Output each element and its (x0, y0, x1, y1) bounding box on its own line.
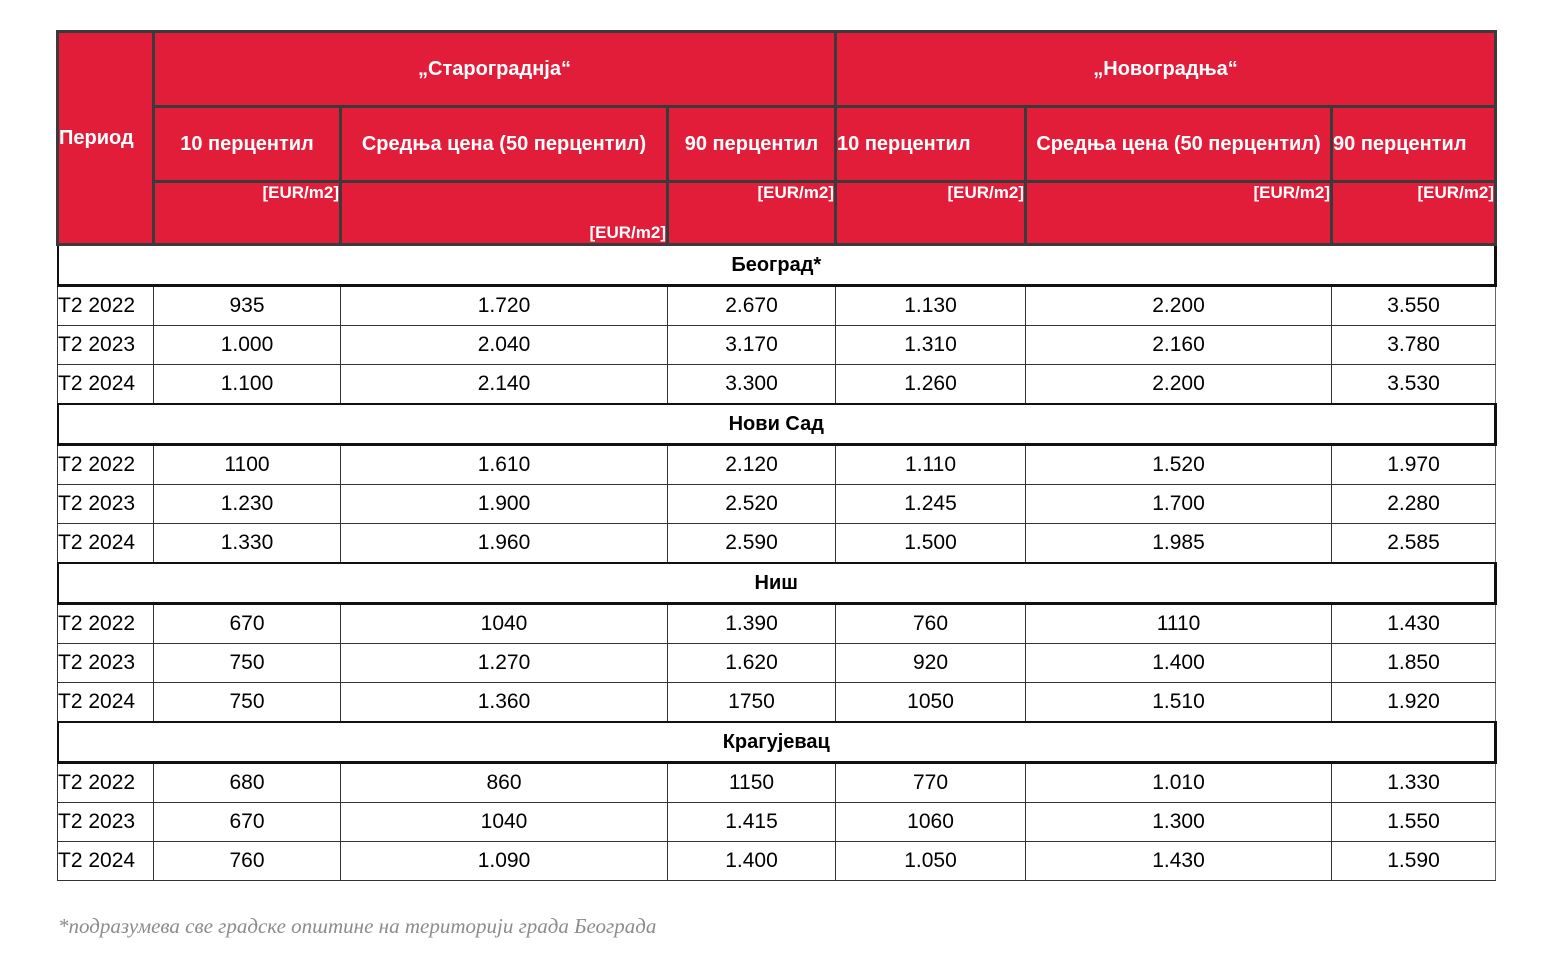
unit-label: [EUR/m2] (836, 182, 1026, 245)
price-cell: 670 (154, 803, 341, 842)
price-cell: 1.985 (1026, 524, 1332, 564)
table-row (58, 644, 1496, 683)
price-cell: 1750 (668, 683, 836, 723)
price-cell: 2.520 (668, 485, 836, 524)
period-cell: Т2 2022 (58, 604, 154, 644)
price-cell: 1.090 (341, 842, 668, 881)
price-cell: 2.280 (1332, 485, 1496, 524)
price-cell: 1.400 (668, 842, 836, 881)
price-cell: 1050 (836, 683, 1026, 723)
price-cell: 1.550 (1332, 803, 1496, 842)
price-cell: 1.310 (836, 326, 1026, 365)
unit-label: [EUR/m2] (668, 182, 836, 245)
period-cell: Т2 2022 (58, 763, 154, 803)
period-cell: Т2 2024 (58, 365, 154, 405)
price-cell: 1.610 (341, 445, 668, 485)
price-cell: 1.500 (836, 524, 1026, 564)
price-cell: 2.140 (341, 365, 668, 405)
column-header: 10 перцентил (836, 107, 1026, 182)
price-cell: 1.700 (1026, 485, 1332, 524)
price-cell: 1.430 (1026, 842, 1332, 881)
price-cell: 860 (341, 763, 668, 803)
period-header: Период (58, 32, 154, 245)
period-cell: Т2 2022 (58, 445, 154, 485)
table-row (58, 604, 1496, 644)
group-header-new-construction: „Новоградња“ (836, 32, 1496, 107)
period-cell: Т2 2024 (58, 842, 154, 881)
price-cell: 1.970 (1332, 445, 1496, 485)
table-row (58, 842, 1496, 881)
price-cell: 1.100 (154, 365, 341, 405)
price-cell: 935 (154, 286, 341, 326)
price-cell: 750 (154, 644, 341, 683)
city-name: Крагујевац (58, 722, 1496, 763)
city-row (58, 404, 1496, 445)
price-cell: 1.850 (1332, 644, 1496, 683)
city-name: Ниш (58, 563, 1496, 604)
price-cell: 1060 (836, 803, 1026, 842)
price-cell: 1100 (154, 445, 341, 485)
price-cell: 1.000 (154, 326, 341, 365)
price-cell: 1.230 (154, 485, 341, 524)
table-row (58, 524, 1496, 564)
column-header: Средња цена (50 перцентил) (341, 107, 668, 182)
price-cell: 2.585 (1332, 524, 1496, 564)
price-cell: 1.300 (1026, 803, 1332, 842)
unit-label: [EUR/m2] (154, 182, 341, 245)
price-cell: 3.300 (668, 365, 836, 405)
price-cell: 1.330 (1332, 763, 1496, 803)
table-row (58, 683, 1496, 723)
price-cell: 1.390 (668, 604, 836, 644)
column-header: 90 перцентил (668, 107, 836, 182)
price-cell: 1.920 (1332, 683, 1496, 723)
price-cell: 1.270 (341, 644, 668, 683)
price-cell: 760 (154, 842, 341, 881)
price-cell: 3.530 (1332, 365, 1496, 405)
city-name: Нови Сад (58, 404, 1496, 445)
price-cell: 1150 (668, 763, 836, 803)
price-cell: 2.160 (1026, 326, 1332, 365)
price-cell: 680 (154, 763, 341, 803)
price-cell: 3.550 (1332, 286, 1496, 326)
table-row (58, 485, 1496, 524)
table-row (58, 286, 1496, 326)
price-table (56, 30, 1497, 881)
unit-label: [EUR/m2] (341, 182, 668, 245)
price-cell: 1110 (1026, 604, 1332, 644)
price-cell: 2.120 (668, 445, 836, 485)
price-cell: 2.040 (341, 326, 668, 365)
price-cell: 1040 (341, 803, 668, 842)
price-cell: 1.960 (341, 524, 668, 564)
price-cell: 1040 (341, 604, 668, 644)
column-header: Средња цена (50 перцентил) (1026, 107, 1332, 182)
price-cell: 760 (836, 604, 1026, 644)
group-header-old-construction: „Старограднја“ (154, 32, 836, 107)
period-cell: Т2 2024 (58, 683, 154, 723)
price-cell: 2.590 (668, 524, 836, 564)
price-cell: 1.430 (1332, 604, 1496, 644)
table-row (58, 763, 1496, 803)
price-cell: 1.590 (1332, 842, 1496, 881)
price-cell: 770 (836, 763, 1026, 803)
city-row (58, 722, 1496, 763)
period-cell: Т2 2023 (58, 644, 154, 683)
price-cell: 920 (836, 644, 1026, 683)
table-row (58, 803, 1496, 842)
price-cell: 3.780 (1332, 326, 1496, 365)
table-header (58, 32, 1496, 245)
price-cell: 1.330 (154, 524, 341, 564)
price-cell: 2.200 (1026, 286, 1332, 326)
price-cell: 1.900 (341, 485, 668, 524)
price-cell: 750 (154, 683, 341, 723)
price-cell: 1.620 (668, 644, 836, 683)
price-cell: 1.415 (668, 803, 836, 842)
price-cell: 670 (154, 604, 341, 644)
table-row (58, 445, 1496, 485)
price-cell: 1.510 (1026, 683, 1332, 723)
city-name: Београд* (58, 245, 1496, 286)
column-header: 90 перцентил (1332, 107, 1496, 182)
period-cell: Т2 2024 (58, 524, 154, 564)
period-cell: Т2 2023 (58, 326, 154, 365)
footnote: *подразумева све градске општине на територији града Београда (58, 914, 657, 938)
price-cell: 1.050 (836, 842, 1026, 881)
price-cell: 1.720 (341, 286, 668, 326)
price-cell: 1.400 (1026, 644, 1332, 683)
price-cell: 1.110 (836, 445, 1026, 485)
period-cell: Т2 2023 (58, 803, 154, 842)
period-cell: Т2 2022 (58, 286, 154, 326)
city-row (58, 245, 1496, 286)
unit-label: [EUR/m2] (1026, 182, 1332, 245)
price-cell: 1.520 (1026, 445, 1332, 485)
price-cell: 3.170 (668, 326, 836, 365)
period-cell: Т2 2023 (58, 485, 154, 524)
unit-label: [EUR/m2] (1332, 182, 1496, 245)
column-header: 10 перцентил (154, 107, 341, 182)
price-cell: 1.245 (836, 485, 1026, 524)
price-cell: 1.130 (836, 286, 1026, 326)
price-cell: 2.670 (668, 286, 836, 326)
city-row (58, 563, 1496, 604)
price-cell: 2.200 (1026, 365, 1332, 405)
price-cell: 1.260 (836, 365, 1026, 405)
table-body (58, 245, 1496, 881)
table-row (58, 365, 1496, 405)
table-row (58, 326, 1496, 365)
price-cell: 1.010 (1026, 763, 1332, 803)
price-cell: 1.360 (341, 683, 668, 723)
